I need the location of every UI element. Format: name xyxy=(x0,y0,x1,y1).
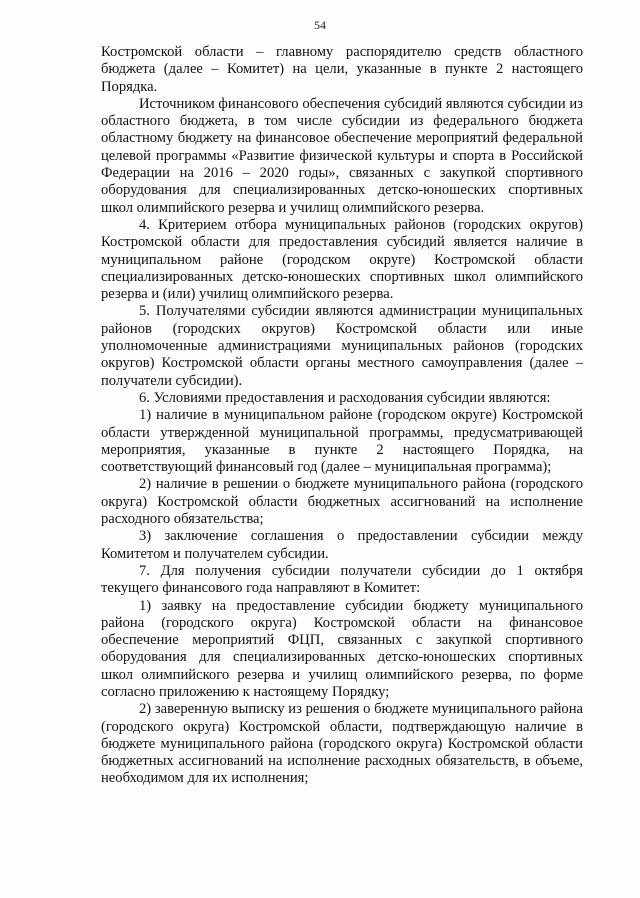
paragraph-continuation: Костромской области – главному распорядителю средств областного бюджета (далее – Комитет) на цели, указанные в пункте 2 настоящего Порядка. xyxy=(101,44,583,95)
paragraph-item-5: 5. Получателями субсидии являются администрации муниципальных районов (городских округов) Костромской области или иные уполномоченные администрациями муниципальных районов (городских округов) Костромской области органы местного самоуправления (далее – получатели субсидии). xyxy=(101,303,583,389)
paragraph-item-7-1: 1) заявку на предоставление субсидии бюджету муниципального района (городского округа) Костромской области на финансовое обеспечение мероприятий ФЦП, связанных с закупкой спортивного оборудования для специализированных детско-юношеских спортивных школ олимпийского резерва и училищ олимпийского резерва, по форме согласно приложению к настоящему Порядку; xyxy=(101,597,583,700)
paragraph-funding-source: Источником финансового обеспечения субсидий являются субсидии из областного бюджета, в том числе субсидии из федерального бюджета областному бюджету на финансовое обеспечение мероприятий федеральной целевой программы «Развитие физической культуры и спорта в Российской Федерации на 2016 – 2020 годы», связанных с закупкой спортивного оборудования для специализированных детско-юношеских спортивных школ олимпийского резерва и училищ олимпийского резерва. xyxy=(101,95,583,216)
paragraph-item-6-2: 2) наличие в решении о бюджете муниципального района (городского округа) Костромской области бюджетных ассигнований на исполнение расходного обязательства; xyxy=(101,476,583,528)
paragraph-item-7-2: 2) заверенную выписку из решения о бюджете муниципального района (городского округа) Костромской области, подтверждающую наличие в бюджете муниципального района (городского округа) Костромской области бюджетных ассигнований на исполнение расходных обязательств, в объеме, необходимом для их исполнения; xyxy=(101,701,583,787)
paragraph-item-6: 6. Условиями предоставления и расходования субсидии являются: xyxy=(139,389,551,406)
paragraph-item-6-3: 3) заключение соглашения о предоставлении субсидии между Комитетом и получателем субсидии. xyxy=(101,528,583,562)
page-number: 54 xyxy=(314,18,326,32)
paragraph-item-4: 4. Критерием отбора муниципальных районов (городских округов) Костромской области для предоставления субсидий является наличие в муниципальном районе (городском округе) Костромской области специализированных детско-юношеских спортивных школ олимпийского резерва и (или) училищ олимпийского резерва. xyxy=(101,216,583,303)
paragraph-item-6-1: 1) наличие в муниципальном районе (городском округе) Костромской области утвержденной муниципальной программы, предусматривающей мероприятия, указанные в пункте 2 настоящего Порядка, на соответствующий финансовый год (далее – муниципальная программа); xyxy=(101,407,583,476)
paragraph-item-7: 7. Для получения субсидии получатели субсидии до 1 октября текущего финансового года направляют в Комитет: xyxy=(101,562,583,597)
document-text xyxy=(101,44,583,788)
